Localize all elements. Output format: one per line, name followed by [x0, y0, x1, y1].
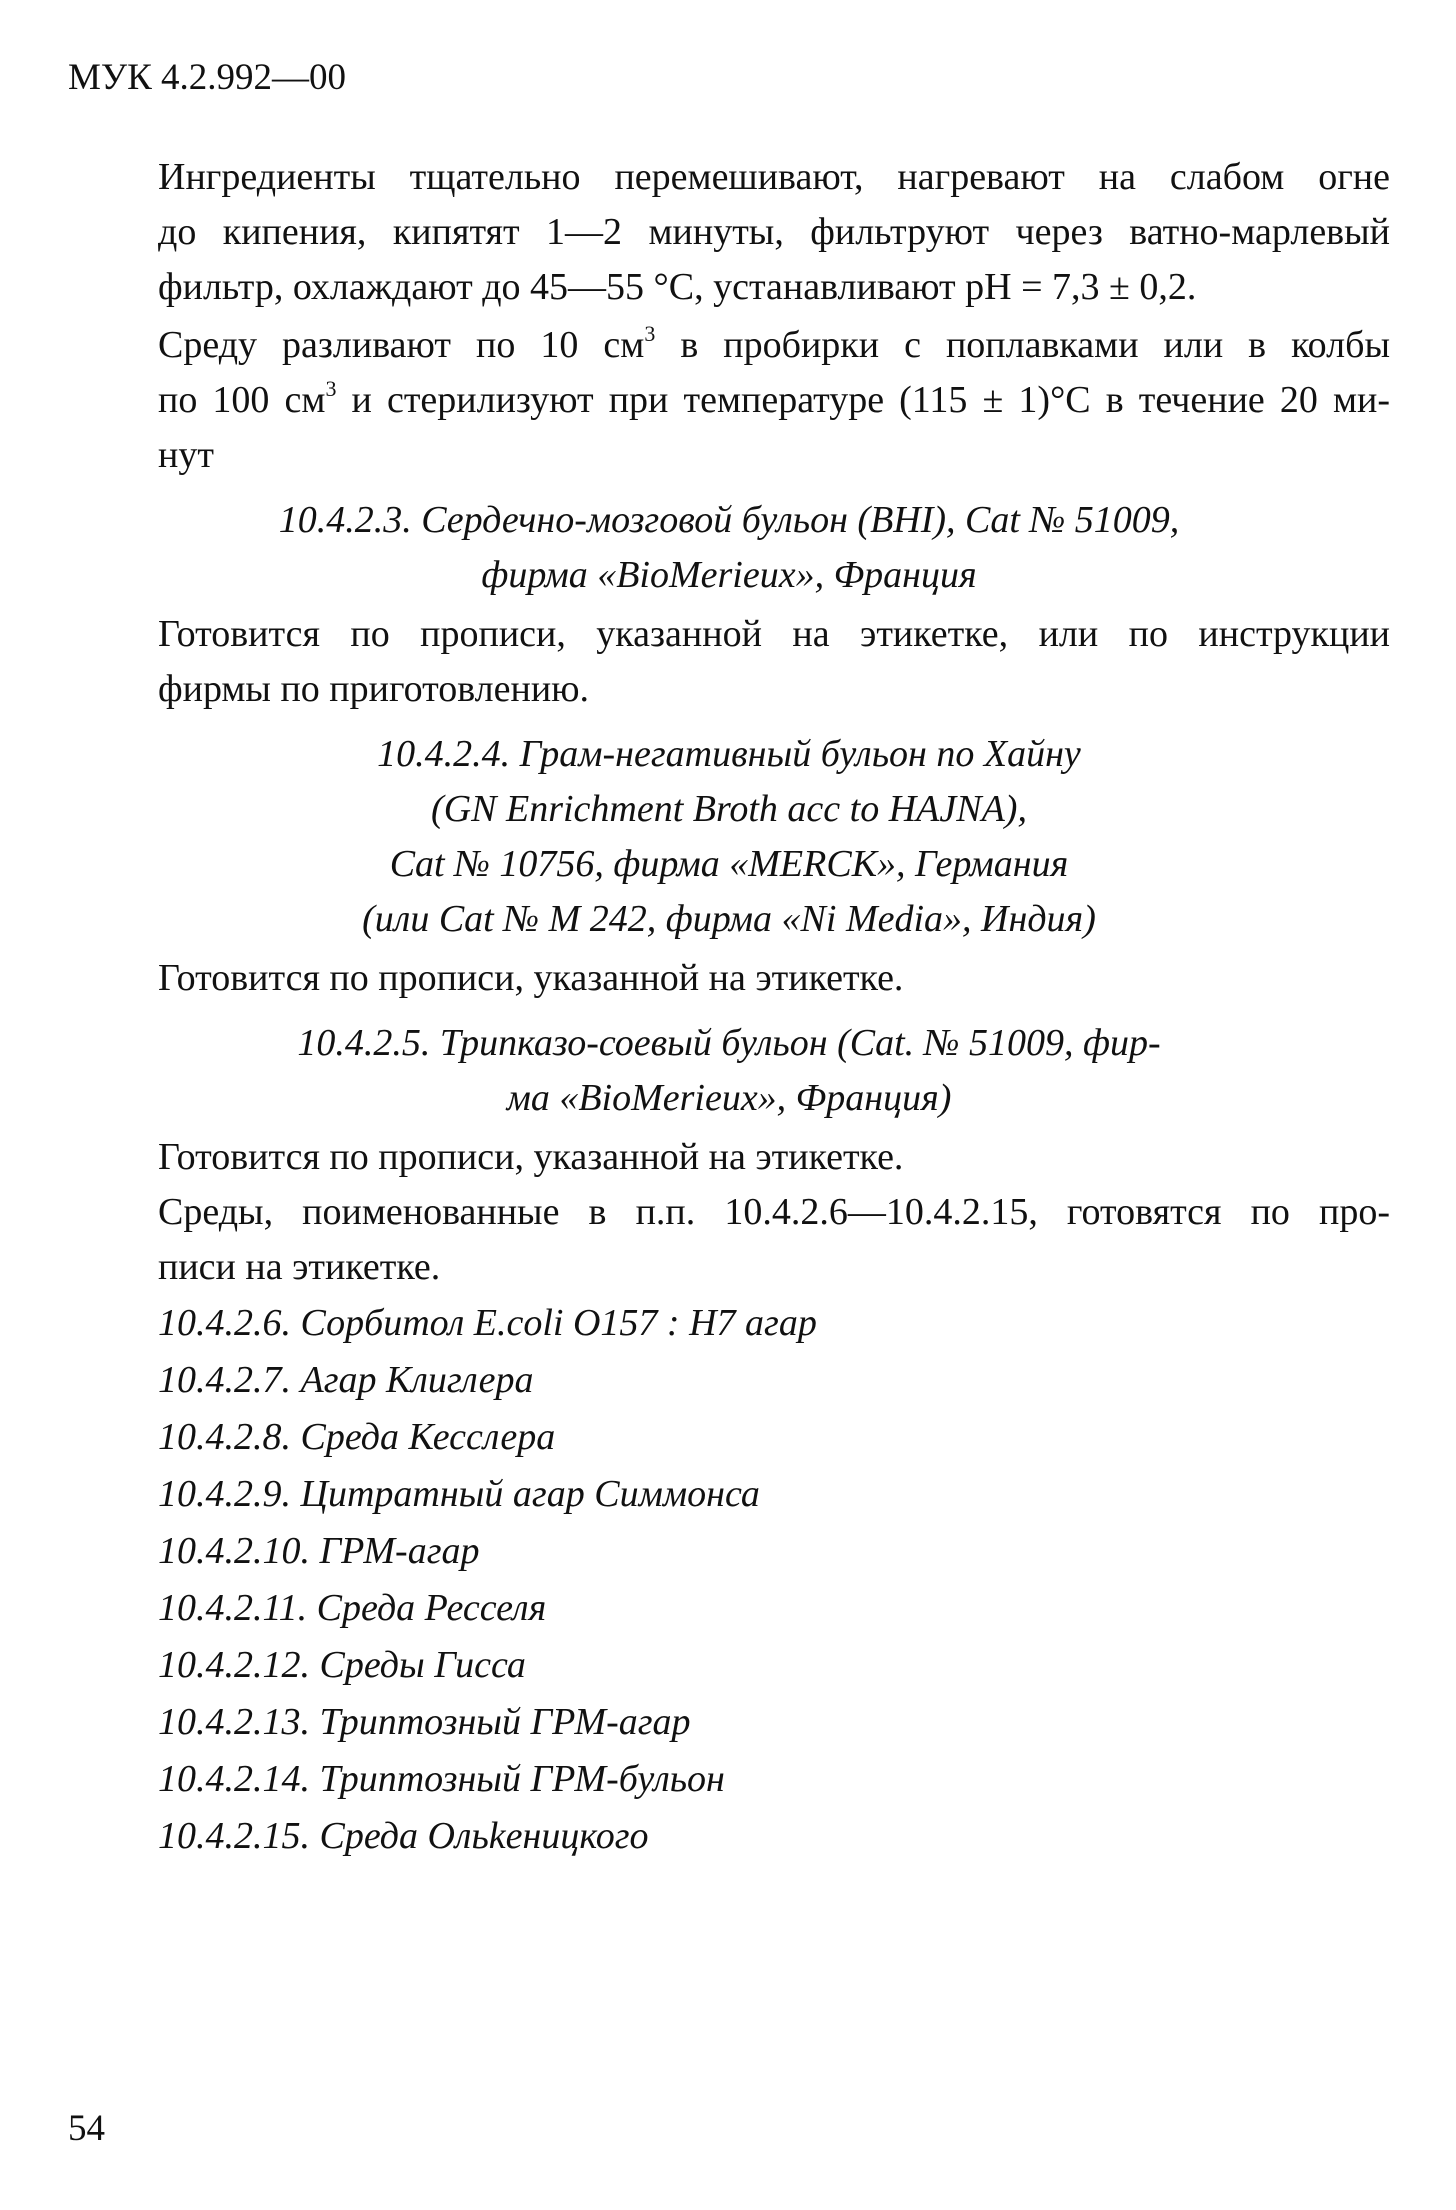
text-line [68, 318, 1390, 373]
text-run: в пробирки с поплавками или в колбы [655, 324, 1390, 366]
caption-line: (или Cat № M 242, фирма «Ni Media», Индия) [362, 898, 1096, 940]
caption-line: Cat № 10756, фирма «MERCK», Германия [389, 843, 1069, 885]
section-caption-10-4-2-5 [68, 1016, 1390, 1126]
caption-line: 10.4.2.3. Сердечно-мозговой бульон (BHI), Cat № 51009, [278, 499, 1180, 541]
text-line: Готовится по прописи, указанной на этикетке, или по инструкции [158, 613, 1390, 655]
superscript: 3 [325, 376, 337, 401]
text-line: писи на этикетке. [158, 1246, 441, 1288]
list-item: 10.4.2.12. Среды Гисса [158, 1644, 526, 1686]
text-line: до кипения, кипятят 1—2 минуты, фильтруют через ватно-марлевый [158, 211, 1390, 253]
text-line: нут [158, 434, 214, 476]
list-item: 10.4.2.14. Триптозный ГРМ-бульон [158, 1758, 725, 1800]
section-caption-10-4-2-3 [68, 493, 1390, 603]
text-line: Среды, поименованные в п.п. 10.4.2.6—10.4.2.15, готовятся по про- [158, 1191, 1390, 1233]
list-item: 10.4.2.15. Среда Ольkеницкого [158, 1815, 649, 1857]
document-body [68, 150, 1390, 1865]
text-run: Среду разливают по 10 см [158, 324, 645, 366]
list-item: 10.4.2.8. Среда Кесслера [158, 1416, 556, 1458]
text-line: Ингредиенты тщательно перемешивают, нагревают на слабом огне [158, 156, 1390, 198]
caption-line: 10.4.2.5. Трипказо-соевый бульон (Cat. № 51009, фир- [297, 1022, 1161, 1064]
caption-line: ма «BioMerieux», Франция) [506, 1077, 952, 1119]
list-item: 10.4.2.11. Среда Ресселя [158, 1587, 547, 1629]
page-number: 54 [68, 2108, 105, 2149]
caption-line: фирма «BioMerieux», Франция [481, 554, 977, 596]
list-item: 10.4.2.9. Цитратный агар Симмонса [158, 1473, 760, 1515]
text-line: Готовится по прописи, указанной на этикетке. [158, 957, 904, 999]
text-line [68, 373, 1390, 428]
list-item: 10.4.2.6. Сорбитол E.coli O157 : H7 агар [158, 1302, 817, 1344]
section-text-10-4-2-5 [68, 1130, 1390, 1185]
media-list [68, 1295, 1390, 1865]
section-caption-10-4-2-4 [68, 727, 1390, 947]
text-line: Готовится по прописи, указанной на этикетке. [158, 1136, 904, 1178]
superscript: 3 [644, 321, 656, 346]
text-line: фирмы по приготовлению. [158, 668, 590, 710]
section-text-10-4-2-4 [68, 951, 1390, 1006]
section-text-10-4-2-3 [68, 607, 1390, 717]
list-item: 10.4.2.7. Агар Клиглера [158, 1359, 534, 1401]
intro-paragraph-2 [68, 318, 1390, 483]
intro-paragraph-1 [68, 150, 1390, 315]
document-code: МУК 4.2.992—00 [68, 57, 347, 98]
text-line: фильтр, охлаждают до 45—55 °С, устанавливают pH = 7,3 ± 0,2. [158, 266, 1197, 308]
media-note [68, 1185, 1390, 1295]
text-run: по 100 см [158, 379, 326, 421]
caption-line: (GN Enrichment Broth acc to HAJNA), [431, 788, 1027, 830]
list-item: 10.4.2.10. ГРМ-агар [158, 1530, 480, 1572]
text-run: и стерилизуют при температуре (115 ± 1)°С в течение 20 ми- [336, 379, 1390, 421]
list-item: 10.4.2.13. Триптозный ГРМ-агар [158, 1701, 691, 1743]
caption-line: 10.4.2.4. Грам-негативный бульон по Хайну [377, 733, 1081, 775]
